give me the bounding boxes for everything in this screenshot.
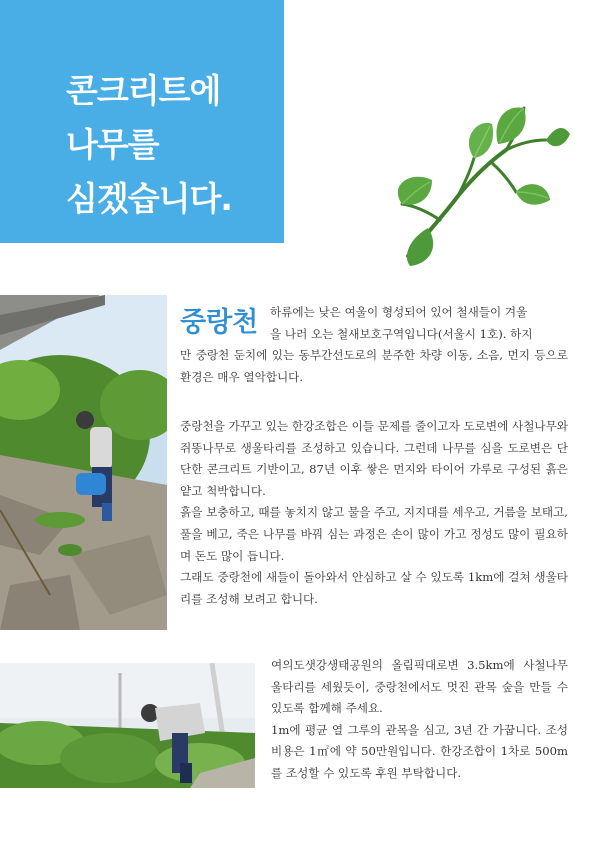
body-paragraph-1: 중랑천을 가꾸고 있는 한강조합은 이들 문제를 줄이고자 도로변에 사철나무와 쥐똥나무로 생울타리를 조성하고 있습니다. 그런데 나무를 심을 도로변은 단단한 콘크리트 기반이고, 87년 이후 쌓은 먼지와 타이어 가루로 구성된 흙은 얕고 척박합니다. — [180, 419, 568, 498]
side-paragraph-1: 여의도샛강생태공원의 올림픽대로변 3.5km에 사철나무 울타리를 세웠듯이, 중랑천에서도 멋진 관목 숲을 만들 수 있도록 함께해 주세요. — [271, 658, 568, 716]
brand-jungnangcheon: 중랑천 — [180, 307, 259, 338]
side-paragraph-2: 1m에 평균 열 그루의 관목을 심고, 3년 간 가꿉니다. 조성 비용은 1㎡에 약 50만원입니다. 한강조합이 1차로 500m를 조성할 수 있도록 후원 부탁합니다. — [271, 722, 568, 780]
title-banner — [0, 0, 284, 243]
leaf-branch-icon — [388, 88, 570, 266]
title-line-2: 나무를 — [66, 125, 159, 164]
intro-text-rest: 만 중랑천 둔치에 있는 동부간선도로의 분주한 차량 이동, 소음, 먼지 등으로 환경은 매우 열악합니다. — [180, 348, 568, 384]
photo-planting-worker — [0, 663, 255, 788]
body-paragraph-2: 흙을 보충하고, 때를 놓치지 않고 물을 주고, 지지대를 세우고, 거름을 보태고, 풀을 베고, 죽은 나무를 바꿔 심는 과정은 손이 많이 가고 정성도 많이 필요하며 돈도 많이 듭니다. — [180, 505, 568, 563]
body-paragraph-3: 그래도 중랑천에 새들이 돌아와서 안심하고 살 수 있도록 1km에 걸쳐 생울타리를 조성해 보려고 합니다. — [180, 570, 568, 606]
photo-watering-worker — [0, 295, 167, 630]
title-line-3: 심겠습니다. — [66, 179, 232, 218]
side-section — [271, 655, 568, 785]
page-title — [66, 64, 232, 226]
intro-line-1: 하류에는 낮은 여울이 형성되어 있어 철새들이 겨울 — [270, 305, 528, 319]
title-line-1: 콘크리트에 — [66, 71, 221, 110]
leaf-shapes — [398, 107, 570, 266]
intro-line-2: 을 나러 오는 철새보호구역입니다(서울시 1호). 하지 — [270, 326, 533, 341]
intro-text-lines — [270, 302, 568, 345]
body-section — [180, 416, 568, 610]
